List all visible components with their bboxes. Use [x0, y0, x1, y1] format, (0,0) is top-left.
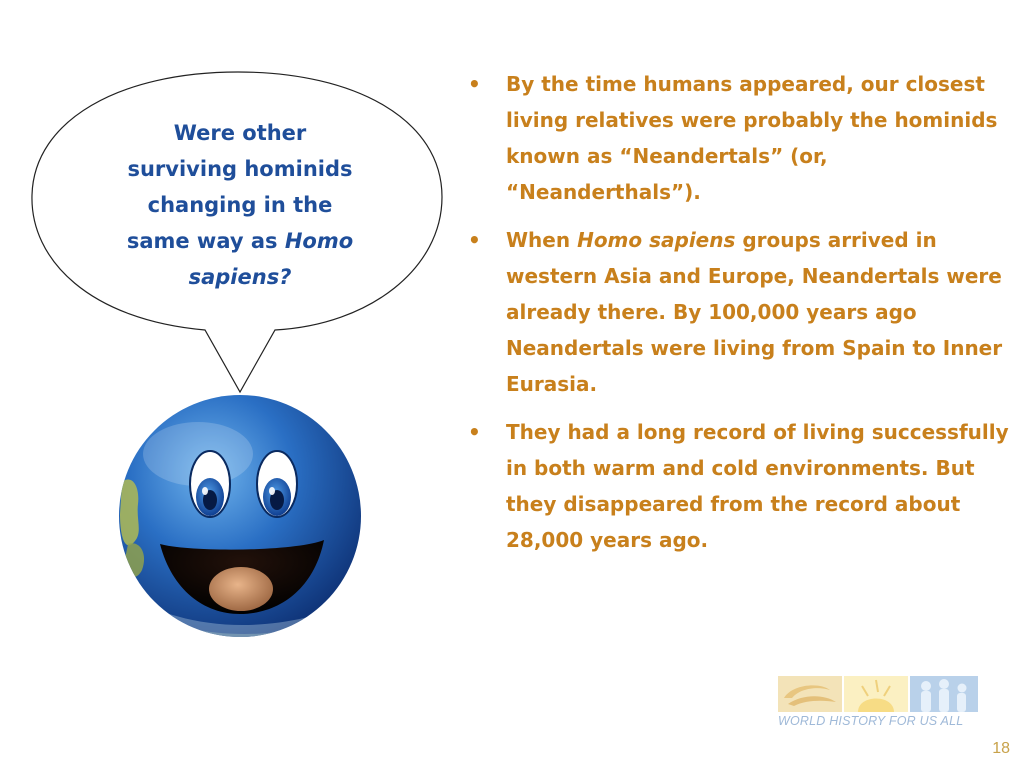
bubble-line-3: changing in the — [147, 193, 333, 217]
smiling-earth-globe-icon — [118, 394, 362, 638]
bubble-line-5-italic: sapiens? — [188, 265, 292, 289]
bullet-text-2-suffix: groups arrived in western Asia and Europe, Neandertals were already there. By 100,000 years ago Neandertals were living from Spain to Inner Eurasia. — [506, 228, 1003, 396]
logo-text: WORLD HISTORY FOR US ALL — [778, 714, 964, 728]
bubble-line-4-italic: Homo — [284, 229, 354, 253]
bullet-text-2-italic: Homo sapiens — [577, 228, 736, 252]
page-number: 18 — [992, 740, 1010, 757]
bubble-line-4-plain: same way as — [126, 229, 285, 253]
bullet-text-2-prefix: When — [506, 228, 578, 252]
bubble-line-5 — [96, 259, 384, 295]
bullet-item-1 — [466, 66, 1011, 210]
bullet-item-3 — [466, 414, 1011, 558]
bullet-dot: • — [468, 228, 481, 252]
world-history-for-us-all-logo — [778, 676, 978, 734]
bubble-line-2: surviving hominids — [127, 157, 353, 181]
bullet-dot: • — [468, 420, 481, 444]
bullet-text-3: They had a long record of living successfully in both warm and cold environments. But they disappeared from the record about 28,000 years ago. — [506, 420, 1009, 552]
bullet-item-2 — [466, 222, 1011, 402]
bullet-dot: • — [468, 72, 481, 96]
bubble-line-4 — [96, 223, 384, 259]
logo-graphic — [778, 676, 978, 716]
bubble-line-1: Were other — [173, 121, 307, 145]
speech-bubble-question — [96, 115, 384, 295]
bullet-list — [466, 66, 1011, 570]
bullet-text-1: By the time humans appeared, our closest living relatives were probably the hominids known as “Neandertals” (or, “Neanderthals”). — [506, 72, 998, 204]
